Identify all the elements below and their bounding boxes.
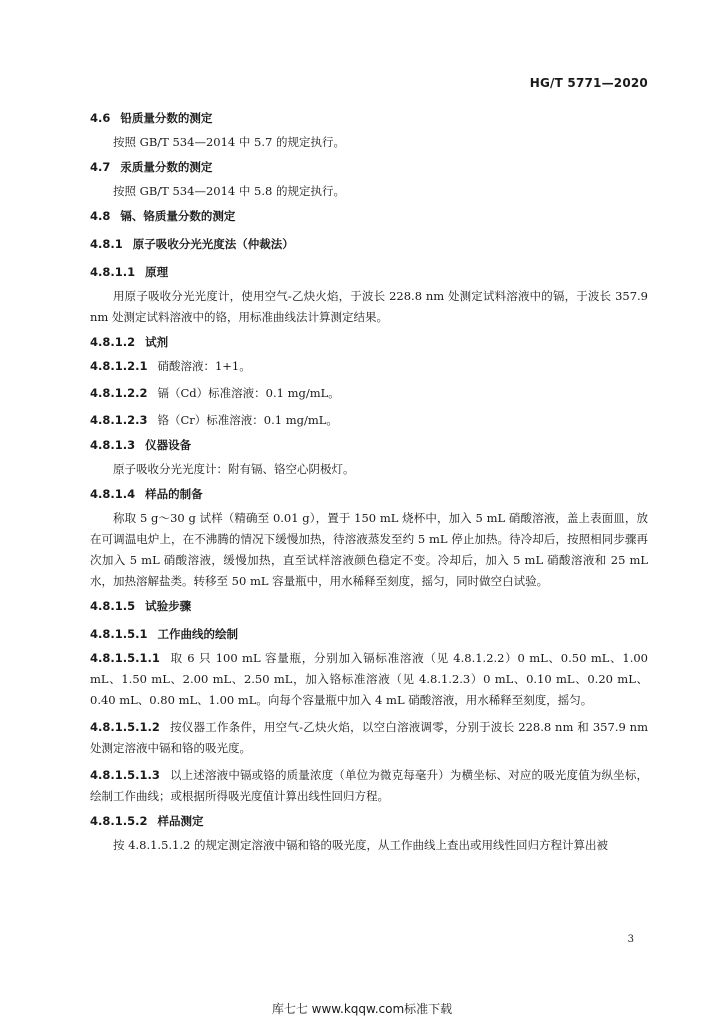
section-paragraph: 称取 5 g～30 g 试样（精确至 0.01 g），置于 150 mL 烧杯中，加入 5 mL 硝酸溶液，盖上表面皿，放在可调温电炉上，在不沸腾的情况下缓慢加热，待溶液蒸发至约 5 mL 停止加热。待冷却后，按照相同步骤再次加入 5 mL 硝酸溶液，缓慢加热，直至试样溶液颜色稳定不变。冷却后，加入 5 mL 硝酸溶液和 25 mL 水，加热溶解盐类。转移至 50 mL 容量瓶中，用水稀释至刻度，摇匀，同时做空白试验。 — [90, 511, 648, 588]
item-text: 镉（Cd）标准溶液：0.1 mg/mL。 — [157, 386, 340, 400]
numbered-item — [90, 765, 648, 807]
section-heading — [90, 328, 648, 356]
item-text: 铬（Cr）标准溶液：0.1 mg/mL。 — [157, 413, 338, 427]
numbered-item — [90, 648, 648, 711]
section-paragraph: 用原子吸收分光光度计，使用空气-乙炔火焰，于波长 228.8 nm 处测定试料溶液中的镉，于波长 357.9 nm 处测定试料溶液中的铬，用标准曲线法计算测定结果。 — [90, 289, 648, 324]
section-number: 4.8.1.5.2 — [90, 814, 148, 828]
section-number: 4.8.1.5.1 — [90, 627, 148, 641]
item-number: 4.8.1.2.2 — [90, 386, 148, 400]
item-text: 取 6 只 100 mL 容量瓶，分别加入镉标准溶液（见 4.8.1.2.2）0 mL、0.50 mL、1.00 mL、1.50 mL、2.00 mL、2.50 mL，加入铬标准溶液（见 4.8.1.2.3）0 mL、0.10 mL、0.20 mL、0.40 mL、0.80 mL、1.00 mL。向每个容量瓶中加入 4 mL 硝酸溶液，用水稀释至刻度，摇匀。 — [90, 651, 648, 707]
section-title: 样品的制备 — [145, 487, 203, 501]
section-heading — [90, 431, 648, 459]
item-number: 4.8.1.5.1.2 — [90, 720, 160, 734]
section-heading — [90, 807, 648, 835]
section-title: 原理 — [145, 265, 169, 279]
numbered-item — [90, 410, 648, 431]
section-heading — [90, 592, 648, 620]
section-title: 镉、铬质量分数的测定 — [120, 209, 236, 223]
section-heading — [90, 153, 648, 181]
item-text: 硝酸溶液：1+1。 — [157, 359, 251, 373]
download-footer: 库七七 www.kqqw.com标准下载 — [271, 1002, 453, 1016]
section-number: 4.8.1.5 — [90, 599, 136, 613]
section-number: 4.6 — [90, 111, 111, 125]
numbered-item — [90, 717, 648, 759]
section-heading — [90, 104, 648, 132]
section-paragraph: 按照 GB/T 534—2014 中 5.8 的规定执行。 — [113, 184, 345, 198]
item-number: 4.8.1.5.1.3 — [90, 768, 160, 782]
document-body — [90, 104, 648, 856]
section-title: 试剂 — [145, 335, 169, 349]
section-heading — [90, 258, 648, 286]
section-heading — [90, 480, 648, 508]
document-code: HG/T 5771—2020 — [529, 76, 648, 90]
section-heading — [90, 202, 648, 230]
item-text: 以上述溶液中镉或铬的质量浓度（单位为微克每毫升）为横坐标、对应的吸光度值为纵坐标，绘制工作曲线；或根据所得吸光度值计算出线性回归方程。 — [90, 768, 648, 803]
section-title: 仪器设备 — [145, 438, 192, 452]
numbered-item — [90, 383, 648, 404]
section-title: 汞质量分数的测定 — [120, 160, 213, 174]
numbered-item — [90, 356, 648, 377]
item-text: 按仪器工作条件，用空气-乙炔火焰，以空白溶液调零，分别于波长 228.8 nm 和 357.9 nm 处测定溶液中镉和铬的吸光度。 — [90, 720, 648, 755]
section-title: 试验步骤 — [145, 599, 192, 613]
section-heading — [90, 230, 648, 258]
section-title: 铅质量分数的测定 — [120, 111, 213, 125]
item-number: 4.8.1.5.1.1 — [90, 651, 160, 665]
section-paragraph: 原子吸收分光光度计：附有镉、铬空心阴极灯。 — [113, 462, 355, 476]
section-title: 工作曲线的绘制 — [157, 627, 238, 641]
section-title: 原子吸收分光光度法（仲裁法） — [132, 237, 294, 251]
section-heading — [90, 620, 648, 648]
item-number: 4.8.1.2.1 — [90, 359, 148, 373]
section-number: 4.8 — [90, 209, 111, 223]
section-number: 4.8.1.3 — [90, 438, 136, 452]
section-number: 4.8.1.2 — [90, 335, 136, 349]
section-number: 4.8.1.1 — [90, 265, 136, 279]
section-paragraph: 按 4.8.1.5.1.2 的规定测定溶液中镉和铬的吸光度，从工作曲线上查出或用线性回归方程计算出被 — [113, 838, 608, 852]
section-title: 样品测定 — [157, 814, 204, 828]
section-paragraph: 按照 GB/T 534—2014 中 5.7 的规定执行。 — [113, 135, 345, 149]
section-number: 4.7 — [90, 160, 111, 174]
section-number: 4.8.1.4 — [90, 487, 136, 501]
item-number: 4.8.1.2.3 — [90, 413, 148, 427]
page-number: 3 — [627, 934, 634, 945]
section-number: 4.8.1 — [90, 237, 123, 251]
